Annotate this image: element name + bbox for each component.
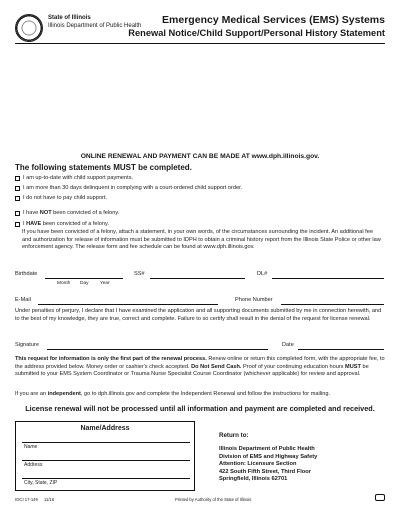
agency-dept: Illinois Department of Public Health [48, 22, 142, 29]
child-support-option-none[interactable] [15, 195, 107, 201]
must-complete-heading: The following statements MUST be completed. [15, 163, 192, 172]
birthdate-field[interactable] [45, 278, 123, 279]
name-field[interactable] [22, 442, 190, 443]
return-address-line: Division of EMS and Highway Safety [219, 453, 318, 460]
independent-info: If you are an independent, go to dph.illinois.gov and complete the Independent Renewal and follow the instructions for mailing. [15, 391, 330, 397]
return-address-line: Attention: Licensure Section [219, 461, 297, 467]
address-field[interactable] [22, 460, 190, 461]
felony-explanation: If you have been convicted of a felony, attach a statement, in your own words, of the circumstances surrounding the incident. An additional fee and authorization for release of information must be submitted to IDPH to obtain a criminal history report from the Illinois State Police or other law enforcement agency. The release form and fee schedule can be found at www.dph.illinois.gov. [22, 229, 381, 251]
recycle-icon [375, 494, 385, 501]
dl-label: DL# [257, 271, 268, 277]
month-sublabel: Month [57, 281, 71, 286]
name-label: Name [24, 444, 38, 450]
title-line-1: Emergency Medical Services (EMS) Systems [162, 14, 385, 26]
birthdate-label: Birthdate [15, 271, 38, 277]
title-line-2: Renewal Notice/Child Support/Personal History Statement [128, 28, 385, 38]
return-address-line: Springfield, Illinois 62701 [219, 476, 288, 482]
ssn-field[interactable] [150, 278, 245, 279]
date-field[interactable] [298, 349, 384, 350]
option-label: I have NOT been convicted of a felony. [23, 210, 120, 216]
city-state-zip-label: City, State, ZIP [24, 480, 58, 486]
felony-option-not-convicted[interactable] [15, 210, 119, 216]
signature-field[interactable] [47, 349, 268, 350]
option-label: I do not have to pay child support. [23, 195, 107, 201]
email-field[interactable] [38, 304, 218, 305]
checkbox[interactable] [15, 211, 20, 216]
return-to-label: Return to: [219, 432, 249, 439]
checkbox[interactable] [15, 222, 20, 227]
return-address-line: 422 South Fifth Street, Third Floor [219, 468, 311, 475]
checkbox[interactable] [15, 186, 20, 191]
perjury-statement: Under penalties of perjury, I declare that I have examined the application and all supporting documents submitted by me in connection herewith, and to the best of my knowledge, they are true, correct and complete. Failure to so certify shall result in the denial of the request for license renewal. [15, 308, 382, 322]
checkbox[interactable] [15, 196, 20, 201]
form-number: IOCI 17-149 [15, 497, 38, 502]
date-label: Date [282, 342, 294, 348]
address-label: Address [24, 462, 43, 468]
option-label: I HAVE been convicted of a felony. [23, 221, 109, 227]
agency-state: State of Illinois [48, 15, 91, 21]
renewal-process-info: This request for information is only the first part of the renewal process. Renew online or return this completed form, with the appropriate fee, to the address provided below. Money order or cashier's check accepted. Do Not Send Cash. Proof of your continuing education hours MUST be submitted to your EMS System Coordinator or Trauma Nurse Specialist Course Coordinator (whichever applicable) for review and approval. [15, 356, 385, 377]
email-label: E-Mail [15, 297, 31, 303]
phone-field[interactable] [281, 304, 384, 305]
signature-label: Signature [15, 342, 39, 348]
printed-by-authority: Printed by Authority of the State of Illinois [175, 497, 252, 502]
ssn-label: SS# [134, 271, 145, 277]
online-renewal-notice: ONLINE RENEWAL AND PAYMENT CAN BE MADE AT www.dph.illinois.gov. [80, 153, 320, 160]
form-revision: 11/16 [44, 497, 55, 502]
state-seal-logo [15, 14, 43, 42]
document-title [128, 14, 385, 39]
option-label: I am more than 30 days delinquent in complying with a court-ordered child support order. [23, 185, 243, 191]
phone-label: Phone Number [235, 297, 273, 303]
header-rule [15, 43, 385, 44]
option-label: I am up-to-date with child support payments. [23, 175, 134, 181]
child-support-option-uptodate[interactable] [15, 175, 133, 181]
year-sublabel: Year [100, 281, 110, 286]
child-support-option-delinquent[interactable] [15, 185, 242, 191]
return-address [219, 446, 317, 484]
name-address-box [15, 421, 195, 491]
day-sublabel: Day [80, 281, 89, 286]
dl-field[interactable] [272, 278, 384, 279]
city-state-zip-field[interactable] [22, 478, 190, 479]
license-warning: License renewal will not be processed until all information and payment are completed and received. [25, 404, 375, 413]
return-address-line: Illinois Department of Public Health [219, 446, 315, 452]
checkbox[interactable] [15, 176, 20, 181]
felony-option-convicted[interactable] [15, 221, 109, 227]
name-address-heading: Name/Address [80, 425, 130, 432]
